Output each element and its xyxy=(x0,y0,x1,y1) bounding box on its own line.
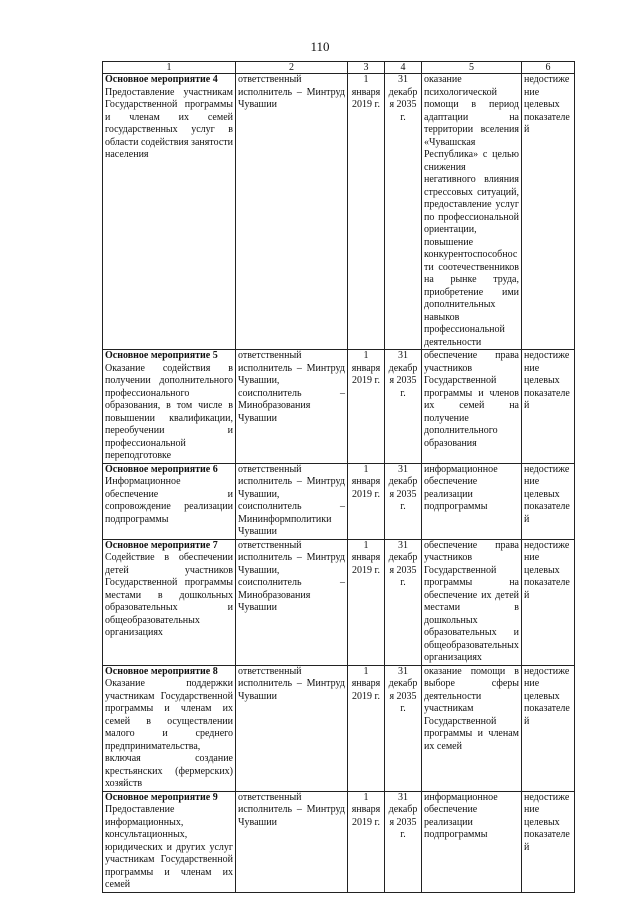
end-date-cell: 31 декабря 2035 г. xyxy=(385,74,422,350)
table-row xyxy=(103,350,575,464)
table-row xyxy=(103,539,575,665)
end-date-cell: 31 декабря 2035 г. xyxy=(385,665,422,791)
end-date-cell: 31 декабря 2035 г. xyxy=(385,463,422,539)
start-date-cell: 1 января 2019 г. xyxy=(348,463,385,539)
risk-cell: недостижение целевых показателей xyxy=(522,463,575,539)
measure-description: Информационное обеспечение и сопровождение реализации подпрограммы xyxy=(105,476,233,525)
executor-cell: ответственный исполнитель – Минтруд Чувашии xyxy=(236,791,348,892)
executor-cell: ответственный исполнитель – Минтруд Чувашии, соисполнитель – Минобразования Чувашии xyxy=(236,350,348,464)
expected-result-cell: информационное обеспечение реализации подпрограммы xyxy=(422,463,522,539)
risk-cell: недостижение целевых показателей xyxy=(522,665,575,791)
measure-cell xyxy=(103,74,236,350)
risk-cell: недостижение целевых показателей xyxy=(522,350,575,464)
start-date-cell: 1 января 2019 г. xyxy=(348,791,385,892)
risk-cell: недостижение целевых показателей xyxy=(522,539,575,665)
measure-description: Оказание поддержки участникам Государственной программы и членам их семей в осуществлении малого и среднего предпринимательства, включая создание крестьянских (фермерских) хозяйств xyxy=(105,678,233,789)
start-date-cell: 1 января 2019 г. xyxy=(348,539,385,665)
measure-title: Основное мероприятие 7 xyxy=(105,539,218,551)
start-date-cell: 1 января 2019 г. xyxy=(348,74,385,350)
risk-cell: недостижение целевых показателей xyxy=(522,74,575,350)
table-header-row xyxy=(103,62,575,74)
measure-description: Содействие в обеспечении детей участников Государственной программы местами в дошкольных образовательных и общеобразовательных организациях xyxy=(105,552,233,638)
column-header: 6 xyxy=(522,62,575,74)
measure-title: Основное мероприятие 9 xyxy=(105,791,218,803)
start-date-cell: 1 января 2019 г. xyxy=(348,665,385,791)
measure-cell xyxy=(103,791,236,892)
executor-cell: ответственный исполнитель – Минтруд Чувашии xyxy=(236,74,348,350)
expected-result-cell: оказание помощи в выборе сферы деятельности участникам Государственной программы и членам их семей xyxy=(422,665,522,791)
expected-result-cell: оказание психологической помощи в период адаптации на территории вселения «Чувашская Республика» с целью снижения негативного влияния стрессовых ситуаций, предоставление услуг по профессиональной ориентации, повышение конкурентоспособности соотечественников на рынке труда, приобретение ими дополнительных навыков профессиональной деятельности xyxy=(422,74,522,350)
expected-result-cell: информационное обеспечение реализации подпрограммы xyxy=(422,791,522,892)
table-row xyxy=(103,791,575,892)
end-date-cell: 31 декабря 2035 г. xyxy=(385,791,422,892)
measure-description: Предоставление участникам Государственной программы и членам их семей государственных услуг в области содействия занятости населения xyxy=(105,86,233,160)
executor-cell: ответственный исполнитель – Минтруд Чувашии, соисполнитель – Мининформполитики Чувашии xyxy=(236,463,348,539)
measure-title: Основное мероприятие 6 xyxy=(105,463,218,475)
measure-cell xyxy=(103,539,236,665)
start-date-cell: 1 января 2019 г. xyxy=(348,350,385,464)
measure-title: Основное мероприятие 8 xyxy=(105,665,218,677)
page-number: 110 xyxy=(310,39,330,54)
measure-cell xyxy=(103,665,236,791)
measure-cell xyxy=(103,350,236,464)
measure-description: Оказание содействия в получении дополнительного профессионального образования, в том числе в повышении квалификации, переобучении и профессиональной переподготовке xyxy=(105,362,233,461)
table-row xyxy=(103,665,575,791)
table-row xyxy=(103,74,575,350)
expected-result-cell: обеспечение права участников Государственной программы на обеспечение их детей местами в дошкольных образовательных и общеобразовательных организациях xyxy=(422,539,522,665)
end-date-cell: 31 декабря 2035 г. xyxy=(385,350,422,464)
expected-result-cell: обеспечение права участников Государственной программы и членов их семей на получение дополнительного образования xyxy=(422,350,522,464)
column-header: 5 xyxy=(422,62,522,74)
column-header: 4 xyxy=(385,62,422,74)
measure-description: Предоставление информационных, консультационных, юридических и других услуг участникам Государственной программы и членам их семей xyxy=(105,804,233,890)
column-header: 3 xyxy=(348,62,385,74)
risk-cell: недостижение целевых показателей xyxy=(522,791,575,892)
column-header: 1 xyxy=(103,62,236,74)
measure-title: Основное мероприятие 5 xyxy=(105,350,218,361)
executor-cell: ответственный исполнитель – Минтруд Чувашии xyxy=(236,665,348,791)
table-row xyxy=(103,463,575,539)
end-date-cell: 31 декабря 2035 г. xyxy=(385,539,422,665)
measure-cell xyxy=(103,463,236,539)
executor-cell: ответственный исполнитель – Минтруд Чувашии, соисполнитель – Минобразования Чувашии xyxy=(236,539,348,665)
measures-table xyxy=(102,61,575,893)
column-header: 2 xyxy=(236,62,348,74)
measure-title: Основное мероприятие 4 xyxy=(105,74,218,85)
